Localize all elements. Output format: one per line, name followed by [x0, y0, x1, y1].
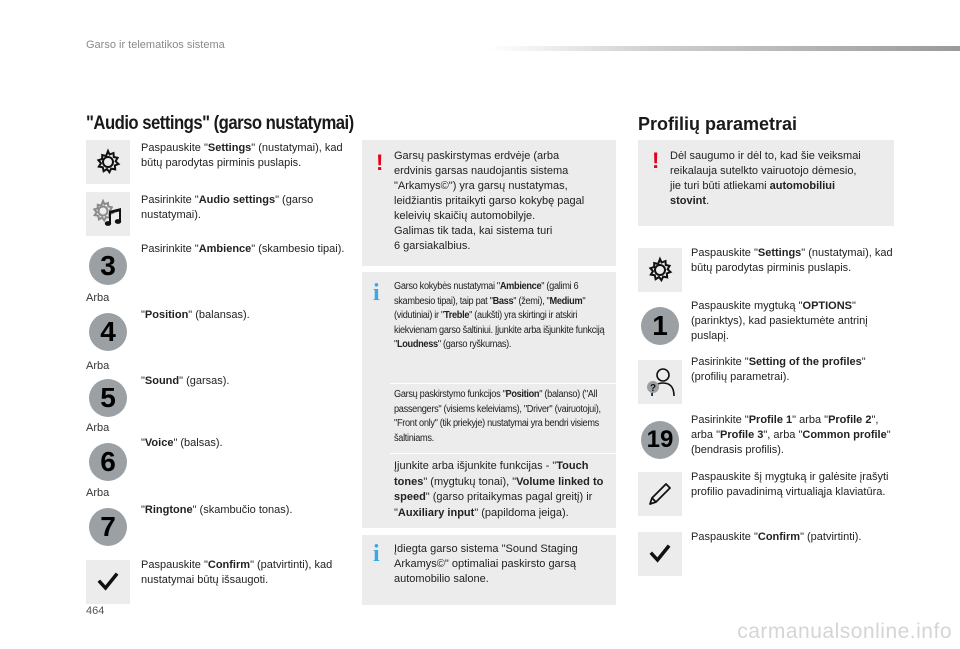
step-text: Pasirinkite "Setting of the profiles" (profilių parametrai).	[691, 356, 866, 383]
or-label: Arba	[86, 360, 110, 372]
info-mark-icon: i	[373, 280, 380, 306]
info-note-p3: Įjunkite arba išjunkite funkcijas - "Touch tones" (mygtukų tonai), "Volume linked to speed" (garso pritaikymas pagal greitį) ir "Auxiliary input" (papildoma įeiga).	[394, 460, 604, 519]
step-text: "Position" (balansas).	[141, 309, 250, 321]
gear-icon	[638, 248, 682, 292]
step-number-7	[86, 505, 130, 549]
info-mark-icon: i	[373, 541, 380, 567]
profile-icon	[638, 360, 682, 404]
note-line: 6 garsiakalbius.	[394, 240, 471, 252]
step-text: Pasirinkite "Audio settings" (garso nustatymai).	[141, 194, 314, 221]
audio-settings-title: "Audio settings" (garso nustatymai)	[86, 113, 354, 134]
warning-note	[362, 140, 616, 266]
note-line: automobilio salone.	[394, 573, 489, 585]
note-divider	[390, 383, 616, 384]
warning-note-text: Dėl saugumo ir dėl to, kad šie veiksmai reikalauja sutelkto vairuotojo dėmesio, jie turi būti atliekami automobiliui stovint.	[670, 150, 861, 207]
note-line: leidžiantis pritaikyti garso kokybę pagal	[394, 195, 585, 207]
step-text: "Ringtone" (skambučio tonas).	[141, 504, 293, 516]
step-text: "Voice" (balsas).	[141, 437, 223, 449]
note-line: "Arkamys©") yra garsų nustatymas,	[394, 180, 568, 192]
warning-mark-icon: !	[376, 150, 384, 175]
step-text: Paspauskite šį mygtuką ir galėsite įrašyti profilio pavadinimą virtualiąja klaviatūra.	[691, 471, 889, 498]
or-label: Arba	[86, 422, 110, 434]
step-number-5-label: 5	[89, 379, 127, 417]
step-number-3-label: 3	[89, 247, 127, 285]
note-line: erdvinis garsas naudojantis sistema	[394, 165, 569, 177]
warning-note	[638, 140, 894, 226]
info-note-text	[394, 542, 608, 587]
step-number-19-label: 19	[641, 421, 679, 459]
step-number-19	[638, 418, 682, 462]
header-rule	[488, 46, 960, 51]
step-text: Pasirinkite "Profile 1" arba "Profile 2", arba "Profile 3", arba "Common profile" (bendrasis profilis).	[691, 414, 891, 456]
or-label: Arba	[86, 487, 110, 499]
warning-mark-icon: !	[652, 148, 660, 173]
step-number-4	[86, 310, 130, 354]
profile-settings-title: Profilių parametrai	[638, 114, 798, 134]
note-line: Arkamys©" optimaliai paskirsto garsą	[394, 558, 576, 570]
step-text: Paspauskite "Confirm" (patvirtinti).	[691, 531, 862, 543]
page-number: 464	[86, 605, 105, 617]
pencil-icon	[638, 472, 682, 516]
note-line: Galimas tik tada, kai sistema turi	[394, 225, 553, 237]
step-number-4-label: 4	[89, 313, 127, 351]
svg-text:?: ?	[649, 383, 657, 394]
note-line: keleivių skaičių automobilyje.	[394, 210, 536, 222]
note-line: Įdiegta garso sistema "Sound Staging	[394, 543, 578, 555]
step-text: "Sound" (garsas).	[141, 375, 230, 387]
step-text: Pasirinkite "Ambience" (skambesio tipai).	[141, 243, 345, 255]
info-note-p1: Garso kokybės nustatymai "Ambience" (galimi 6 skambesio tipai), taip pat "Bass" (žemi), "Medium" (vidutiniai) ir "Treble" (aukšti) yra skirtingi ir atskiri kiekvienam garso šaltiniui. Įjunkite arba išjunkite funkciją "Loudness" (garso ryškumas).	[394, 281, 605, 350]
step-number-6-label: 6	[89, 443, 127, 481]
step-number-1	[638, 304, 682, 348]
step-number-6	[86, 440, 130, 484]
step-number-5	[86, 376, 130, 420]
note-line: Garsų paskirstymas erdvėje (arba	[394, 150, 560, 162]
warning-note-text	[394, 149, 608, 254]
step-number-1-label: 1	[641, 307, 679, 345]
or-label: Arba	[86, 292, 110, 304]
info-note	[362, 272, 616, 528]
gear-icon	[86, 140, 130, 184]
step-number-7-label: 7	[89, 508, 127, 546]
watermark: carmanualsonline.info	[737, 620, 952, 643]
note-divider	[390, 453, 616, 454]
step-text: Paspauskite "Settings" (nustatymai), kad būtų parodytas pirminis puslapis.	[141, 142, 343, 169]
step-text: Paspauskite "Confirm" (patvirtinti), kad nustatymai būtų išsaugoti.	[141, 559, 333, 586]
header-title: Garso ir telematikos sistema	[86, 39, 225, 51]
info-note-p2: Garsų paskirstymo funkcijos "Position" (balanso) ("All passengers" (visiems keleiviams), "Driver" (vairuotojui), "Front only" (tik priekyje) nustatymai yra bendri visiems šaltiniams.	[394, 389, 601, 444]
checkmark-icon	[638, 532, 682, 576]
step-text: Paspauskite mygtuką "OPTIONS" (parinktys), kad pasiektumėte antrinį puslapį.	[691, 300, 868, 342]
info-note	[362, 535, 616, 605]
step-number-3	[86, 244, 130, 288]
step-text: Paspauskite "Settings" (nustatymai), kad būtų parodytas pirminis puslapis.	[691, 247, 893, 274]
checkmark-icon	[86, 560, 130, 604]
gear-music-icon	[86, 192, 130, 236]
